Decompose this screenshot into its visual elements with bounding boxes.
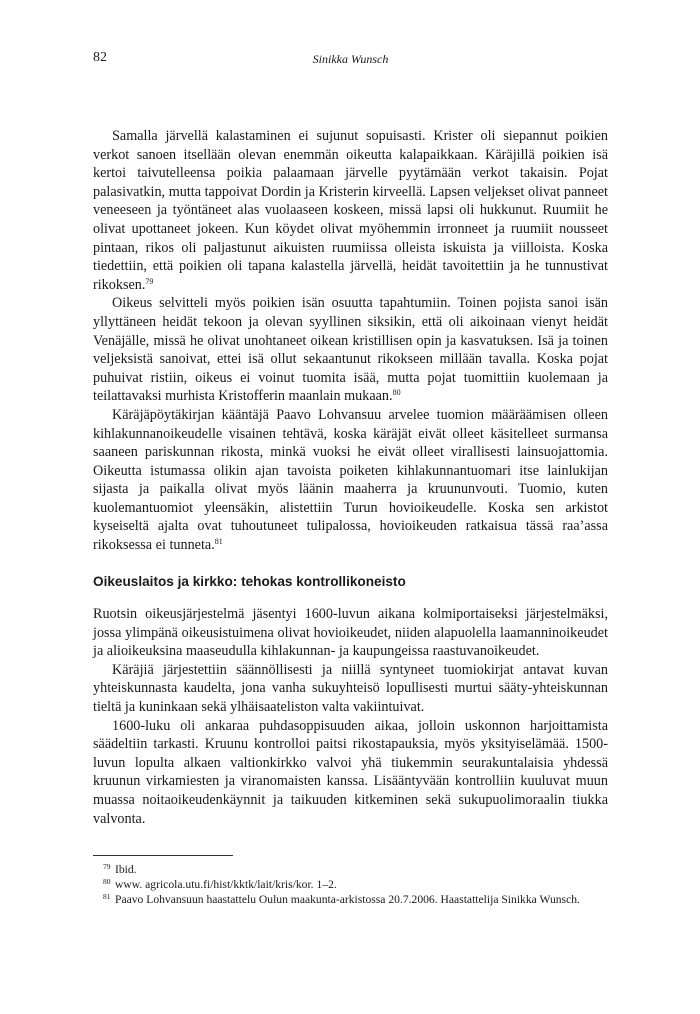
- paragraph: [93, 406, 608, 555]
- footnotes: [93, 862, 608, 907]
- footnote-number: 80: [103, 877, 111, 886]
- footnote: [93, 892, 608, 907]
- footnote-number: 81: [103, 892, 111, 901]
- paragraph-text: Käräjäpöytäkirjan kääntäjä Paavo Lohvansuu arvelee tuomion määräämisen olleen kihlakunnanoikeudelle visainen tehtävä, koska käräjät eivät olleet käsitelleet surmansa saaneen pariskunnan rikosta, minkä vuoksi he eivät olleet virallisesti lainsuojattomia. Oikeutta istumassa olikin ajan tavoista poiketen kihlakunnantuomari itse lainlukijan sijasta ja paikalla olivat myös läänin maaherra ja kruununvouti. Tuomio, kuten kuolemantuomiot yleensäkin, alistettiin Turun hovioikeudelle. Koska sen arkistot kyseiseltä ajalta ovat tuhoutuneet tulipalossa, hovioikeuden ratkaisua tässä raa’assa rikoksessa ei tunneta.: [93, 406, 608, 554]
- paragraph: Ruotsin oikeusjärjestelmä jäsentyi 1600-luvun aikana kolmiportaiseksi järjestelmäksi, jossa ylimpänä oikeusistuimena olivat hovioikeudet, niiden alapuolella laamanninoikeudet ja alioikeuksina maaseudulla kihlakunnan- ja kaupungeissa raastuvanoikeudet.: [93, 606, 608, 660]
- footnote: [93, 862, 608, 877]
- body-text-block-2: [93, 605, 608, 828]
- paragraph-text: Oikeus selvitteli myös poikien isän osuutta tapahtumiin. Toinen pojista sanoi isän yllyttäneen heidät tekoon ja olevan syyllinen siksikin, että oli aikoinaan vienyt heidät Venäjälle, missä he olivat unohtaneet oikean kristillisen opin ja kasvatuksen. Isä ja toinen veljeksistä sanoivat, ettei isä ollut sekaantunut rikokseen millään tavalla. Koska pojat puhuivat ristiin, oikeus ei voinut tuomita isää, mutta pojat tuomittiin kuolemaan ja teilattavaksi murhista Kristofferin maanlain mukaan.: [93, 295, 608, 405]
- footnote-ref: 80: [392, 388, 401, 398]
- page-number: 82: [93, 50, 107, 65]
- body-text-block-1: [93, 127, 608, 555]
- footnote-divider: [93, 855, 233, 856]
- paragraph: 1600-luku oli ankaraa puhdasoppisuuden aikaa, jolloin uskonnon harjoittamista säädeltiin tarkasti. Kruunu kontrolloi paitsi rikostapauksia, myös yksityiselämää. 1500-luvun lopulta alkaen valtionkirkko valvoi yhä tiukemmin seurakuntalaisia yhdessä kruunun virkamiesten ja viranomaisten kanssa. Lisääntyvään kontrolliin kuuluvat muun muassa noitaoikeudenkäynnit ja taikuuden kitkeminen sekä sukupuolimoraalin tiukka valvonta.: [93, 717, 608, 827]
- paragraph-text: Samalla järvellä kalastaminen ei sujunut sopuisasti. Krister oli siepannut poikien verkot sanoen itsellään olevan enemmän oikeutta kalapaikkaan. Käräjillä poikien isä kertoi taivutelleensa poikia palaamaan järvelle pyytämään verkot takaisin. Pojat palasivatkin, mutta tappoivat Dordin ja Kristerin kirveellä. Lapsen veljekset olivat panneet veneeseen ja työntäneet alas vuolaaseen koskeen, missä lapsi oli hukkunut. Ruumiit he olivat upottaneet jokeen. Kun köydet olivat myöhemmin irronneet ja ruumiit nousseet pintaan, rikos oli paljastunut aikuisten ruumiissa olleista iskuista ja viilloista. Koska tiedettiin, että poikien oli tapana kalastella järvellä, heidät tavoitettiin ja he tunnustivat rikoksen.: [93, 128, 608, 293]
- footnote: [93, 877, 608, 892]
- paragraph: [93, 127, 608, 294]
- section-heading: Oikeuslaitos ja kirkko: tehokas kontrollikoneisto: [93, 574, 406, 589]
- running-title: Sinikka Wunsch: [312, 52, 389, 66]
- footnote-ref: 81: [214, 537, 223, 547]
- footnote-ref: 79: [145, 276, 154, 286]
- paragraph: Käräjiä järjestettiin säännöllisesti ja niillä syntyneet tuomiokirjat antavat kuvan yhteiskunnasta kaudelta, jona vanha sukuyhteisö lopullisesti murtui sääty-yhteiskunnan tieltä ja kuninkaan sekä ylhäisaateliston valta vakiintuivat.: [93, 661, 608, 715]
- footnote-number: 79: [103, 862, 111, 871]
- footnote-text: Paavo Lohvansuun haastattelu Oulun maakunta-arkistossa 20.7.2006. Haastattelija Sinikka Wunsch.: [115, 893, 580, 906]
- running-head: [93, 50, 608, 70]
- paragraph: [93, 294, 608, 406]
- footnote-text: Ibid.: [115, 863, 137, 876]
- footnote-text: www. agricola.utu.fi/hist/kktk/lait/kris/kor. 1–2.: [115, 878, 337, 891]
